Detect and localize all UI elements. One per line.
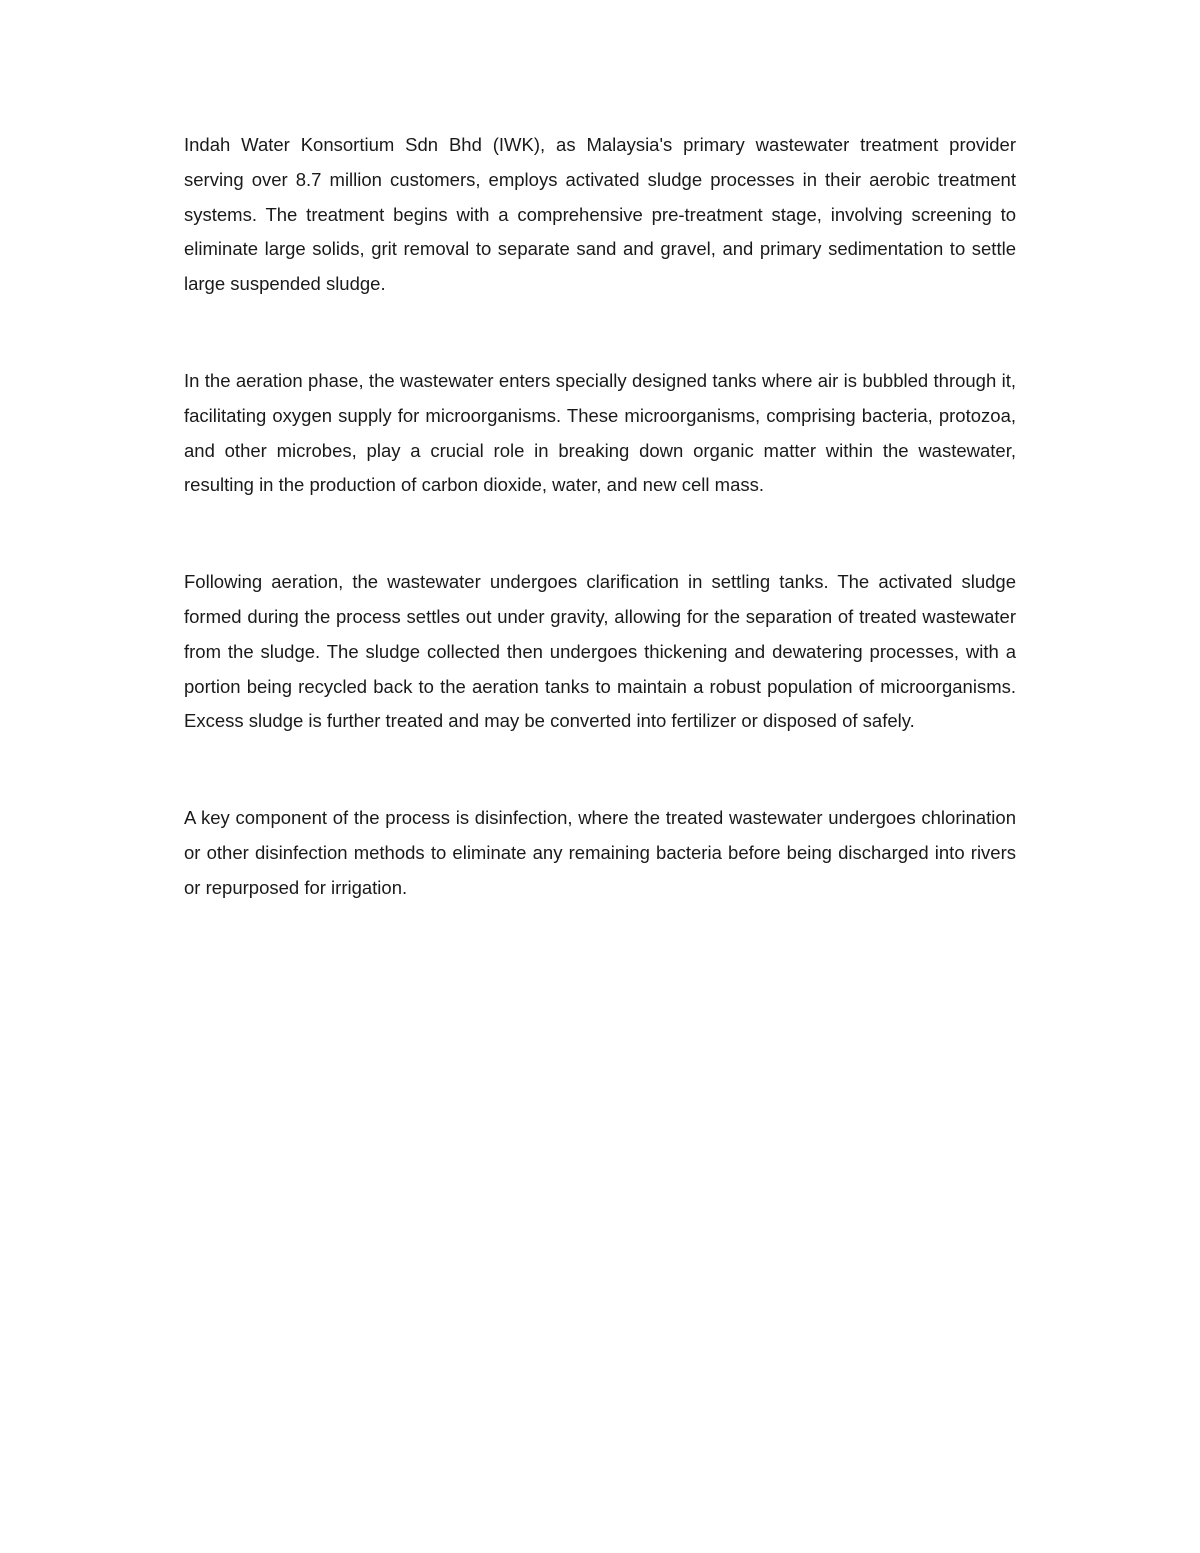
- paragraph-aeration-phase: In the aeration phase, the wastewater enters specially designed tanks where air is bubbled through it, facilitating oxygen supply for microorganisms. These microorganisms, comprising bacteria, protozoa, and other microbes, play a crucial role in breaking down organic matter within the wastewater, resulting in the production of carbon dioxide, water, and new cell mass.: [184, 369, 1016, 496]
- paragraph-disinfection: A key component of the process is disinfection, where the treated wastewater undergoes chlorination or other disinfection methods to eliminate any remaining bacteria before being discharged into rivers or repurposed for irrigation.: [184, 807, 1016, 898]
- paragraph-iwk-overview: Indah Water Konsortium Sdn Bhd (IWK), as Malaysia's primary wastewater treatment provider serving over 8.7 million customers, employs activated sludge processes in their aerobic treatment systems. The treatment begins with a comprehensive pre-treatment stage, involving screening to eliminate large solids, grit removal to separate sand and gravel, and primary sedimentation to settle large suspended sludge.: [184, 134, 1016, 295]
- document-body: [184, 128, 1016, 968]
- paragraph-clarification: Following aeration, the wastewater undergoes clarification in settling tanks. The activated sludge formed during the process settles out under gravity, allowing for the separation of treated wastewater from the sludge. The sludge collected then undergoes thickening and dewatering processes, with a portion being recycled back to the aeration tanks to maintain a robust population of microorganisms. Excess sludge is further treated and may be converted into fertilizer or disposed of safely.: [184, 571, 1016, 732]
